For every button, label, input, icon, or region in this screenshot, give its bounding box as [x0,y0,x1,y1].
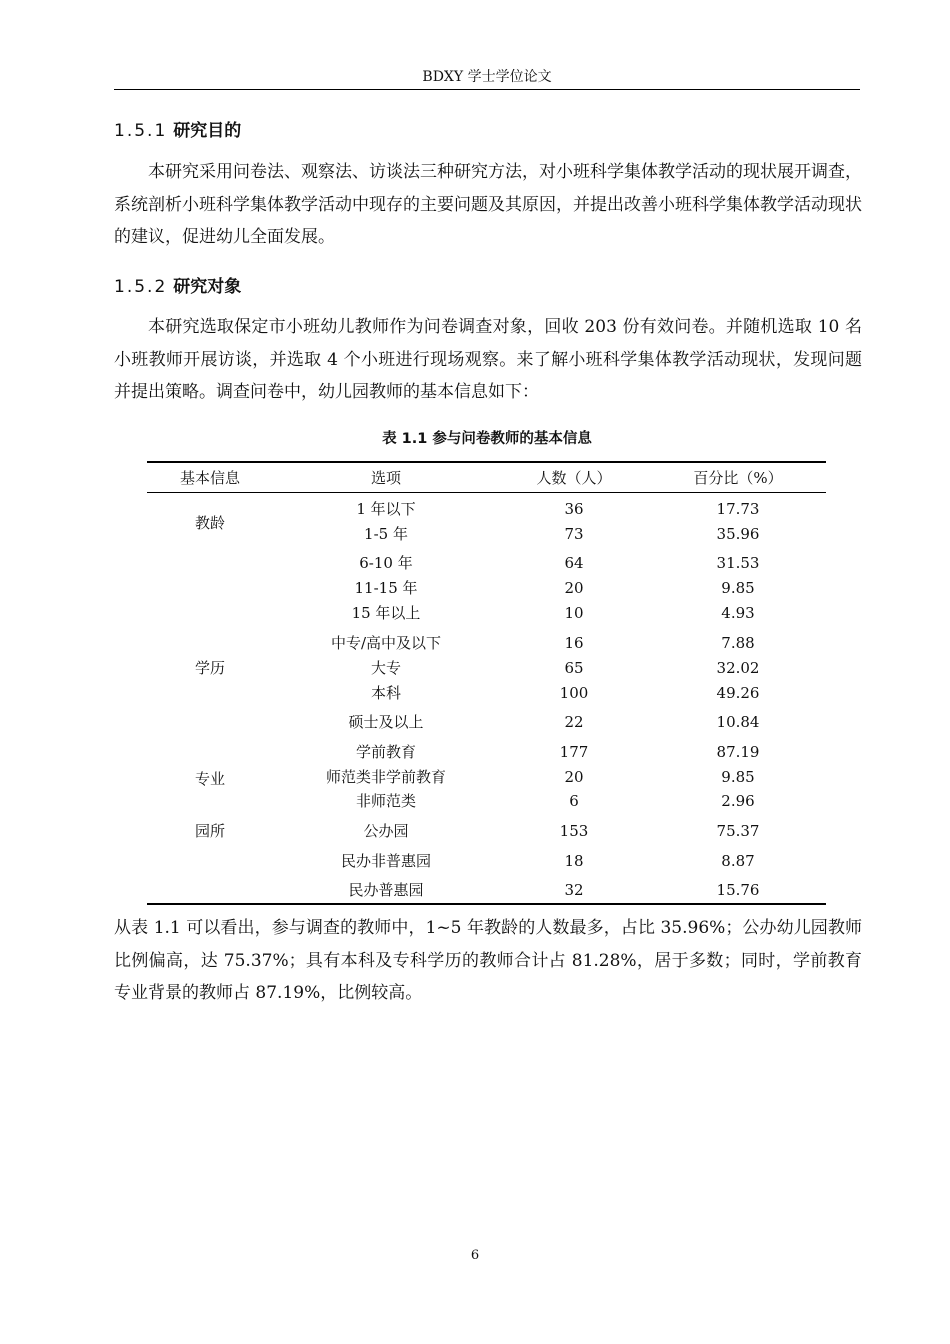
table-cell-option: 硕士及以上 [348,713,424,731]
table-cell-count: 16 [564,634,584,652]
group-label-education: 学历 [194,659,226,677]
summary-paragraph [114,912,862,1010]
table-bottom-rule [147,903,826,905]
section-title: 研究对象 [173,277,242,297]
group-label-teaching-years: 教龄 [194,514,226,532]
paragraph-line: 动现状，发现问题并提出策略。调查问卷中，幼儿园教师的基本信息如下： [114,349,862,402]
table-cell-count: 20 [564,579,584,597]
running-header: BDXY 学士学位论文 [422,69,552,85]
table-top-rule [147,461,826,463]
group-label-kindergarten-type: 园所 [194,822,226,840]
table-cell-option: 6-10 年 [359,554,413,572]
purpose-paragraph [114,156,862,254]
group-label-major: 专业 [194,770,226,788]
header-rule [114,89,860,90]
table-cell-count: 18 [564,852,584,870]
table-cell-option: 1 年以下 [356,500,416,518]
table-cell-count: 64 [564,554,584,572]
table-cell-percent: 17.73 [716,500,760,518]
table-cell-count: 22 [564,713,584,731]
table-cell-count: 20 [564,768,584,786]
table-cell-count: 36 [564,500,584,518]
paragraph-line: 幼儿园教师比例偏高，达 75.37%；具有本科及专科学历的教师合计占 81.28%，居于多数； [114,918,862,971]
table-cell-option: 公办园 [363,822,409,840]
section-heading-purpose [114,119,241,143]
table-header-info: 基本信息 [179,469,241,487]
table-cell-percent: 4.93 [721,604,755,622]
table-cell-count: 6 [569,792,579,810]
table-cell-count: 177 [559,743,589,761]
table-cell-count: 153 [559,822,589,840]
table-cell-percent: 35.96 [716,525,760,543]
table-cell-count: 32 [564,881,584,899]
section-heading-subjects [114,275,241,299]
table-cell-percent: 9.85 [721,579,755,597]
section-title: 研究目的 [173,121,242,141]
paragraph-line: 班科学集体教学活动现状的建议，促进幼儿全面发展。 [114,194,862,247]
table-cell-option: 中专/高中及以下 [330,634,442,652]
table-header-count: 人数（人） [536,469,612,487]
page-number: 6 [470,1248,480,1263]
table-cell-option: 11-15 年 [354,579,418,597]
section-number: 1.5.1 [114,121,168,141]
table-cell-percent: 8.87 [721,852,755,870]
table-cell-option: 师范类非学前教育 [325,768,447,786]
table-caption: 表 1.1 参与问卷教师的基本信息 [382,431,592,447]
table-header-rule [147,492,826,493]
table-cell-percent: 75.37 [716,822,760,840]
table-cell-option: 1-5 年 [364,525,408,543]
subjects-paragraph [114,311,862,409]
table-cell-option: 15 年以上 [351,604,421,622]
table-cell-count: 100 [559,684,589,702]
table-cell-option: 民办非普惠园 [340,852,432,870]
table-cell-percent: 10.84 [716,713,760,731]
table-cell-percent: 49.26 [716,684,760,702]
table-cell-option: 民办普惠园 [348,881,424,899]
table-header-option: 选项 [370,469,402,487]
paragraph-line: 本研究选取保定市小班幼儿教师作为问卷调查对象，回收 203 份有效问卷。并随机选 [148,317,795,337]
table-cell-percent: 7.88 [721,634,755,652]
table-cell-option: 学前教育 [355,743,417,761]
section-number: 1.5.2 [114,277,168,297]
table-cell-percent: 87.19 [716,743,760,761]
table-cell-count: 73 [564,525,584,543]
paragraph-line: 展开调查，系统剖析小班科学集体教学活动中现存的主要问题及其原因，并提出改善小 [114,162,862,215]
table-cell-count: 10 [564,604,584,622]
table-cell-option: 本科 [370,684,402,702]
table-cell-option: 非师范类 [355,792,417,810]
paragraph-line: 同时，学前教育专业背景的教师占 87.19%，比例较高。 [114,950,862,1003]
table-cell-percent: 15.76 [716,881,760,899]
table-cell-percent: 31.53 [716,554,760,572]
paragraph-line: 取 10 名小班教师开展访谈，并选取 4 个小班进行现场观察。来了解小班科学集体教学活 [114,317,862,370]
table-cell-percent: 32.02 [716,659,760,677]
paragraph-line: 本研究采用问卷法、观察法、访谈法三种研究方法，对小班科学集体教学活动的现状 [148,162,777,182]
table-header-percent: 百分比（%） [693,469,783,487]
table-cell-percent: 2.96 [721,792,755,810]
table-cell-count: 65 [564,659,584,677]
table-cell-option: 大专 [370,659,402,677]
table-cell-percent: 9.85 [721,768,755,786]
paragraph-line: 从表 1.1 可以看出，参与调查的教师中，1~5 年教龄的人数最多，占比 35.96%；公办 [114,918,777,938]
